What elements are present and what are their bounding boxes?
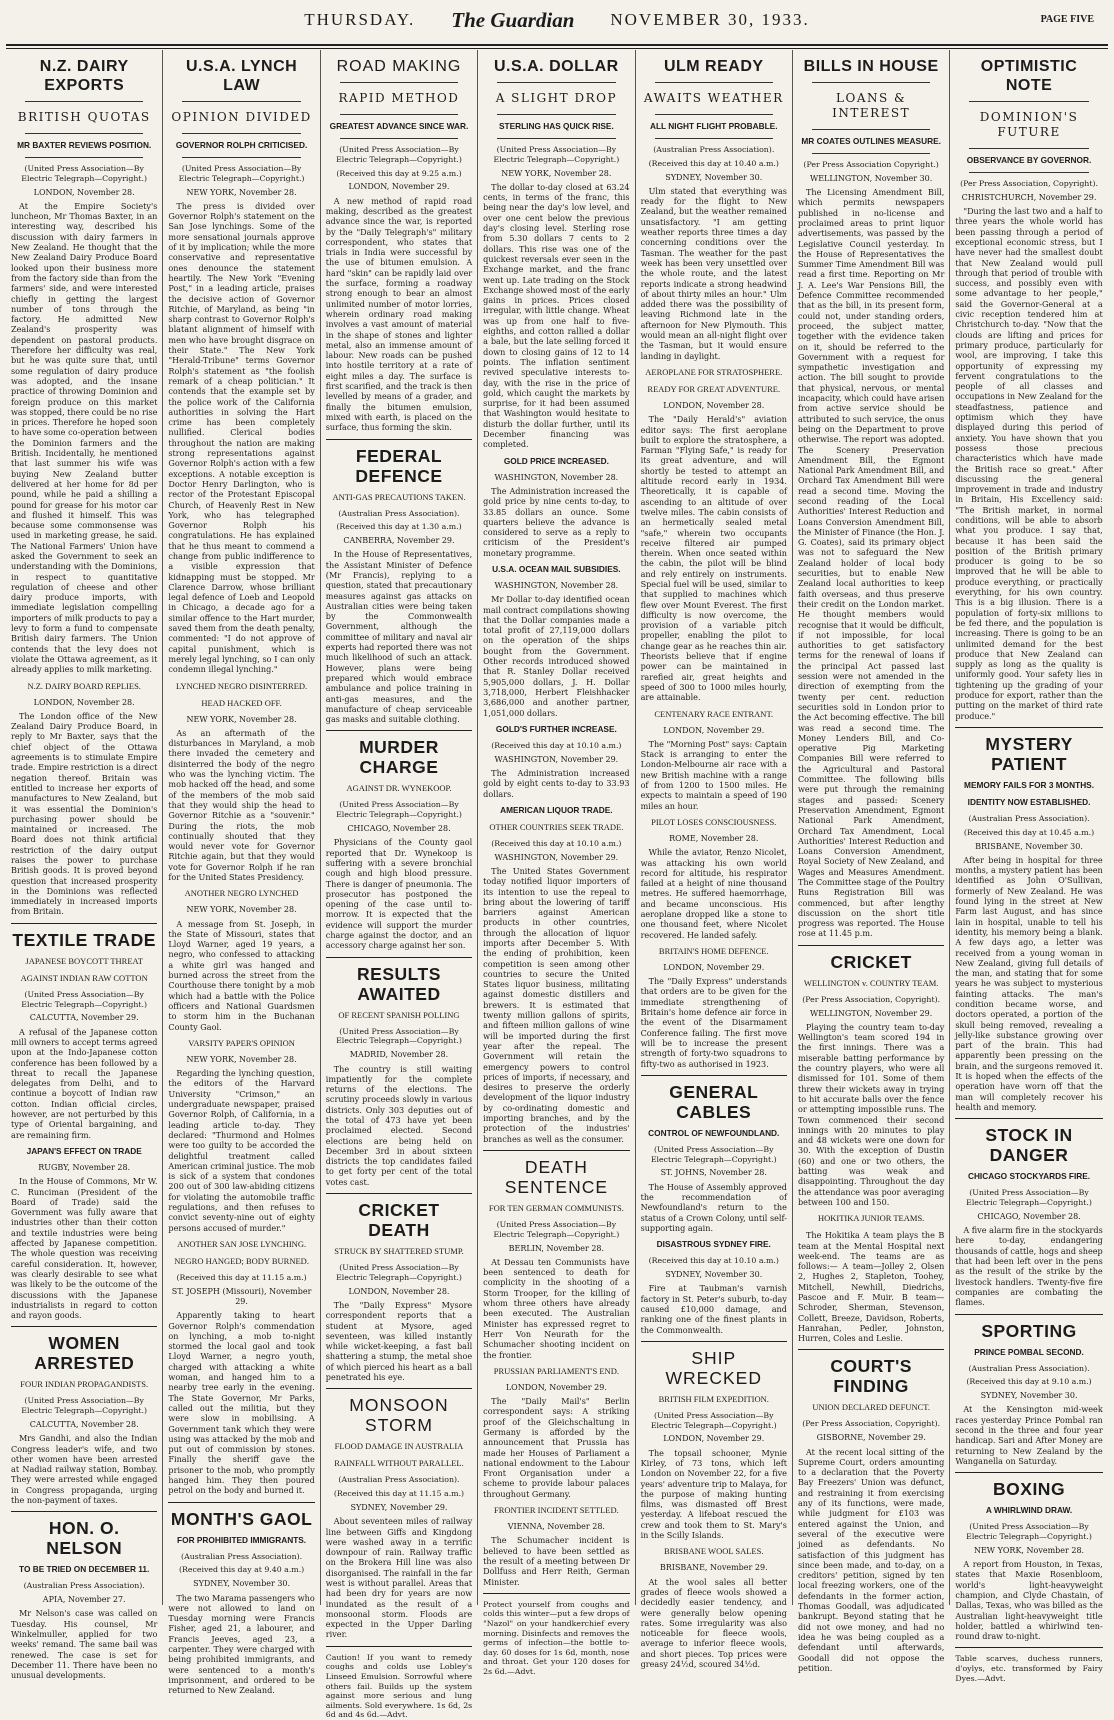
article-body: About seventeen miles of railway line between Giffs and Kingdong were washed away in a terrific downpour of rain. Railway traffic on the Brokera Hill line was also disorganised. The rainfall in the far west is without parallel. Areas that had been dry for years are now inundated as the result of a monsoonal storm. Floods are expected in the Upper Darling river. [325, 1516, 473, 1640]
column-6 [793, 50, 950, 1673]
dateline: VIENNA, November 28. [507, 1522, 605, 1532]
deck: TO BE TRIED ON DECEMBER 11. [19, 1564, 150, 1575]
deck: A WHIRLWIND DRAW. [985, 1505, 1073, 1516]
credit: (United Press Association—By Electric Telegraph—Copyright.) [21, 164, 148, 183]
dateline: NEW YORK, November 28. [501, 168, 612, 178]
credit: (United Press Association—By Electric Telegraph—Copyright.) [493, 1219, 620, 1239]
article-body: The "Daily Express" Mysore correspondent reports that a student at Mysore, aged seventeen, was killed instantly while wicket-keeping, a fast ball shattering a stump, the metal shoe of which pierced his heart as a ball penetrated his eye. [325, 1299, 473, 1383]
columns [6, 50, 1108, 1720]
headline: FEDERAL DEFENCE [355, 445, 443, 486]
column-5 [636, 50, 793, 1670]
headline: N.Z. DAIRY EXPORTS [39, 58, 129, 94]
article-body: The press is divided over Governor Rolph's statement on the San Jose lynchings. Some of the more sensational journals approve of it by implication; while the more conservative and representative ones denounce the statement heartily. The New York "Evening Post," in a leading article, praises the decisive action of Governor Ritchie, of Maryland, as being "in sharp contrast to Governor Rolph's blatant alignment of himself with men who have brought disgrace on their State." The New York "Herald-Tribune" terms Governor Rolph's statement as "the foolish remark of a cheap politician." It contends that the example set by the police work of the California authorities in solving the Hart crime has been completely nullified. Clerical bodies throughout the nation are making strong representations against Governor Rolph's action with a few exceptions. A notable exception is Doctor Henry Darlington, who is rector of the Protestant Episcopal Church, of Heavenly Rest in New York, who has telegraphed Governor Rolph his congratulations. He has explained that he thus meant to commend a change from public indifference to a visible expression that kidnapping must be stopped. Mr Clarence Darrow, whose brilliant legal defence of Loeb and Leopold in Chicago, a decade ago for a similar offence to the Hart murder, saved them from the death penalty, commented: "I do not approve of capital punishment, which is merely legal lynching, so I can only condemn illegal lynching." [168, 200, 315, 675]
deck: STRUCK BY SHATTERED STUMP. [334, 1246, 464, 1257]
headline: WOMEN ARRESTED [34, 1333, 135, 1374]
subhead: AMERICAN LIQUOR TRADE. [500, 804, 613, 815]
deck: BRITISH FILM EXPEDITION. [658, 1393, 769, 1404]
article-body: The "Morning Post" says: Captain Stack is arranging to enter the London-Melbourne air race with a new British machine with a range of from 1200 to 1500 miles. He expects to maintain a speed of 190 miles an hour. [640, 738, 787, 811]
article-body: The Licensing Amendment Bill, which permits newspapers published in no-license and proclaimed areas to print liquor advertisements, was passed by the Legislative Council yesterday. In the House of Representatives the Summer Time Amendment Bill was read a first time. Reporting on Mr J. A. Lee's War Pensions Bill, the Defence Committee recommended that as the bill, in its present form, could not, under standing orders, proceed, the subject matter, together with the evidence taken on it, should be referred to the Government with a request for sympathetic investigation and action. The bill sought to provide that physical, nervous, or mental incapacity, which could have arisen from active service should be attributed to such service, the onus being on the Department to prove otherwise. The report was adopted. The Scenery Preservation Amendment Bill, the Egmont National Park Amendment Bill, and Orchard Tax Amendment Bill were read a second time. Moving the second reading of the Local Authorities' Interest Reduction and Loans Conversion Amendment Bill, the Minister of Finance (the Hon. J. G. Coates), said its primary object was not to safeguard the New Zealand holder of local body securities, but to enable New Zealand local authorities to keep faith overseas, and thus preserve their credit on the London market. He thought members would recognise that it would be difficult, if not impossible, for local authorities to get satisfactory terms for the renewal of loans if the principal Act passed last session were not amended in the direction of exempting from the twenty per cent. reduction securities sold in London prior to the Act becoming effective. The bill was read a second time. The Money Lenders Bill, and Co-operative Pig Marketing Companies Bill were referred to the Agricultural and Pastoral Committee. The following bills were put through the remaining stages and passed: Scenery Preservation Amendment, Egmont National Park Amendment, Orchard Tax Amendment, Local Authorities' Interest Reduction and Loans Conversion Amendment, Royal Society of New Zealand, and Wages and Measures Amendment. The Committee stage of the Poultry Runs Registration Bill was commenced, but after lengthy discussion on the short title progress was reported. The House rose at 11.45 p.m. [797, 187, 945, 939]
advertisement: Table scarves, duchess runners, d'oylys, etc. transformed by Fairy Dyes.—Advt. [955, 1654, 1103, 1683]
subhead: OTHER COUNTRIES SEEK TRADE. [489, 821, 624, 832]
dateline: WASHINGTON, November 29. [494, 852, 619, 862]
subhead: NEGRO HANGED; BODY BURNED. [174, 1255, 309, 1266]
article-body: At the Empire Society's luncheon, Mr Thomas Baxter, in an interesting way, described his discussion with dairy farmers in New Zealand. He thought that the New Zealand Dairy Produce Board looked upon their business more from the factory side than from the farmers' side, and were interested chiefly in getting the largest number of tons through the factory. He admitted New Zealand's prosperity was dependent on pastoral products. Therefore her difficulty was real, but he was quite sure that, until some regulation of dairy produce was adopted, and the insane practice of throwing Dominion and foreign produce on this market was stopped, there could be no rise in prices. Therefore he hoped soon to have some co-operation between the Dominion farmers and the British. Incidentally, he mentioned that last summer his wife was buying New Zealand butter delivered at her home for 8d per pound, while he paid a shilling a pound for grease for his motor car and flushed it himself. This was because some commonsense was used in marketing grease, he said. The National Farmers' Union have asked the Government to seek an understanding with the Dominions, in respect to quantitative regulation of cheese and other dairy produce imports, with immediate legislation compelling importers of milk products to pay a levy to form a fund to compensate British dairy farmers. The Union contends that the levy does not violate the Ottawa agreement, as it already applies to milk marketing. [11, 200, 158, 675]
deck: UNION DECLARED DEFUNCT. [812, 1402, 930, 1413]
article-body: At the wool sales all better grades of fleece wools showed a decidedly easier tendency, and were generally below opening rates. Some irregularity was also noticeable for fleece wools, average to inferior fleece wools, and short pieces. Top prices were greasy 24½d, scoured 34½d. [640, 1576, 787, 1670]
subheadline: LOANS & INTEREST [832, 91, 911, 120]
dateline: WELLINGTON, November 29. [809, 1008, 933, 1018]
subhead: BRITAIN'S HOME DEFENCE. [658, 945, 769, 956]
dateline: LONDON, November 29. [348, 182, 450, 192]
credit: (Per Press Association Copyright.) [803, 160, 939, 169]
credit: (Australian Press Association). [338, 1475, 460, 1485]
article-body: Ulm stated that everything was ready for the flight to New Zealand, but the weather remained unsatisfactory. "I am getting weather reports three times a day concerning conditions over the Tasman. The weather for the past week has been very unsettled over the whole route, and the latest reports indicate a strong headwind of about thirty miles an hour." Ulm added there was the possibility of leaving Richmond late in the afternoon for New Plymouth. This would mean an all-night flight over the Tasman, but it would ensure landing in daylight. [640, 185, 787, 361]
article-body: The country is still waiting impatiently for the complete returns of the elections. The scrutiny proceeds slowly in various districts. Only 303 deputies out of the total of 473 have yet been proclaimed elected. Second elections are being held on December 3rd in about sixteen districts the top candidates failed to get forty per cent of the total votes cast. [325, 1063, 473, 1187]
subhead: GOLD'S FURTHER INCREASE. [495, 723, 617, 734]
subhead: PRUSSIAN PARLIAMENT'S END. [493, 1365, 619, 1376]
headline: U.S.A. DOLLAR [494, 58, 619, 75]
dateline: LONDON, November 29. [663, 725, 765, 735]
subhead: N.Z. DAIRY BOARD REPLIES. [27, 680, 141, 691]
article-body: Physicians of the County gaol reported that Dr. Wynekoop is suffering with a severe bronchial cough and high blood pressure. There is danger of pneumonia. The prosecutor has postponed the opening of the case until to-morrow. It is expected that the evidence will support the murder charge against the doctor, and an accessory charge against her son. [325, 837, 473, 951]
headline: RESULTS AWAITED [357, 963, 441, 1004]
credit: (Australian Press Association). [968, 1363, 1090, 1373]
credit: (United Press Association—By Electric Telegraph—Copyright.) [336, 800, 462, 820]
subheadline: OPINION DIVIDED [171, 110, 312, 124]
dateline: SYDNEY, November 30. [665, 172, 763, 182]
subheadline: AWAITS WEATHER [643, 91, 784, 105]
deck: PRINCE POMBAL SECOND. [974, 1346, 1084, 1357]
masthead-day: THURSDAY. [304, 10, 416, 29]
headline: HON. O. NELSON [46, 1518, 123, 1559]
dateline: SYDNEY, November 30. [193, 1579, 291, 1589]
credit: (Received this day at 10.40 a.m.) [648, 158, 779, 168]
article-body: The Administration increased gold by eight cents to-day to 33.93 dollars. [483, 767, 630, 799]
credit: (Received this day at 11.15 a.m.) [333, 1489, 465, 1499]
deck: FOR TEN GERMAN COMMUNISTS. [488, 1202, 624, 1213]
credit: (Australian Press Association). [653, 145, 775, 154]
credit: (Received this day at 9.40 a.m.) [178, 1565, 305, 1575]
credit: (Received this day at 1.30 a.m.) [336, 522, 462, 532]
credit: (United Press Association—By Electric Telegraph—Copyright.) [493, 145, 620, 164]
deck: MR COATES OUTLINES MEASURE. [801, 136, 941, 146]
credit: (Per Press Association, Copyright). [802, 1419, 941, 1429]
dateline: NEW YORK, November 28. [186, 714, 297, 724]
deck: FOUR INDIAN PROPAGANDISTS. [20, 1379, 149, 1390]
column-3 [321, 50, 478, 1720]
subhead: HEAD HACKED OFF. [201, 697, 282, 708]
credit: (United Press Association—By Electric Telegraph—Copyright.) [21, 989, 148, 1009]
subhead: READY FOR GREAT ADVENTURE. [647, 383, 781, 394]
credit: (Received this day at 10.45 a.m.) [963, 827, 1095, 837]
headline: MONSOON STORM [349, 1395, 449, 1436]
credit: (Received this day at 10.10 a.m.) [491, 838, 622, 848]
article-body: As an aftermath of the disturbances in Maryland, a mob there invaded the cemetery and disinterred the body of the negro who was the lynching victim. The mob hacked off the head, and some of the members of the mob said that they would ship the head to Governor Ritchie as a "souvenir." During the riots, the mob continually shouted that they would never vote for Governor Ritchie again, but that they would vote for Governor Rolph if he ran for the United States Presidency. [168, 727, 315, 882]
dateline: GISBORNE, November 29. [816, 1433, 926, 1443]
subhead: LYNCHED NEGRO DISINTERRED. [176, 680, 308, 691]
deck: MEMORY FAILS FOR 3 MONTHS. [964, 779, 1095, 790]
subhead: VARSITY PAPER'S OPINION [188, 1037, 295, 1048]
masthead-date: NOVEMBER 30, 1933. [610, 10, 810, 29]
subhead: FRONTIER INCIDENT SETTLED. [493, 1505, 619, 1516]
headline: OPTIMISTIC NOTE [980, 58, 1078, 94]
deck: FLOOD DAMAGE IN AUSTRALIA [334, 1441, 464, 1452]
headline: MYSTERY PATIENT [985, 733, 1073, 774]
deck: OF RECENT SPANISH POLLING [338, 1009, 460, 1020]
masthead-title: The Guardian [451, 7, 575, 32]
dateline: LONDON, November 28. [348, 1286, 450, 1296]
subhead: U.S.A. OCEAN MAIL SUBSIDIES. [492, 563, 621, 574]
article-body: After being in hospital for three months, a mystery patient has been identified as John O'Sullivan, formerly of New Zealand. He was found lying in the street at New Farm last August, and has since lain in hospital, unable to tell his identity, his memory being a blank. A few days ago, a letter was received from a young woman in New Zealand, giving full details of the man, and stating that for some years he was subject to mysterious fainting attacks. The man's condition became worse, and doctors operated, a portion of the skull being removed, revealing a jelly-like substance growing over part of the brain. This had apparently been pressing on the brain, and the surgeons removed it. It is hoped when the effects of the operation have worn off that the man will completely recover his health and memory. [955, 854, 1103, 1112]
article-body: The Administration increased the gold price by nine cents to-day, to 33.85 dollars an ounce. Some quarters believe the advance is considered to serve as a reply to criticism of the President's monetary programme. [483, 485, 630, 558]
subhead: AEROPLANE FOR STRATOSPHERE. [645, 366, 783, 377]
dateline: ST. JOHNS, November 28. [660, 1168, 767, 1178]
article-body: The Hokitika A team plays the B team at the Mental Hospital next week-end. The teams are as follows:— A team—Jolley 2, Olsen 2, Hughes 2, Stapleton, Toohey, Mitchell, Newhill, Diedrichs, Pascoe and F. Muir. B team—Schroder, Sherman, Stevenson, Collett, Breeze, Davidson, Roberts, Hanrahan, Pedler, Johnston, Hurren, Coles and Leslie. [797, 1230, 945, 1344]
credit: (United Press Association—By Electric Telegraph—Copyright.) [336, 1026, 462, 1046]
deck: ANTI-GAS PRECAUTIONS TAKEN. [332, 491, 466, 502]
headline: TEXTILE TRADE [12, 929, 156, 950]
deck: WELLINGTON v. COUNTRY TEAM. [803, 977, 939, 988]
subheadline: RAPID METHOD [338, 91, 460, 105]
deck: MR BAXTER REVIEWS POSITION. [17, 140, 152, 150]
credit: (Per Press Association, Copyright). [802, 994, 941, 1004]
credit: (Australian Press Association). [968, 813, 1090, 823]
deck: FOR PROHIBITED IMMIGRANTS. [177, 1534, 307, 1545]
article-body: A five alarm fire in the stockyards here to-day, endangering thousands of cattle, hogs and sheep that had been left over in the pens as the result of the strike by the livestock handlers. Twenty-five fire companies are combating the flames. [955, 1225, 1103, 1308]
dateline: WASHINGTON, November 29. [494, 754, 619, 764]
dateline: NEW YORK, November 28. [186, 187, 297, 197]
subhead: GOLD PRICE INCREASED. [503, 455, 609, 466]
article-body: The "Daily Herald's" aviation editor says: The first aeroplane built to explore the stratosphere, a Farman "Flying Safe," is ready for its great adventure, and will shortly be tested to attempt an altitude record early in 1934. Theoretically, it is capable of ascending to an altitude of over twelve miles. The cabin consists of an hermetically sealed metal "safe," wherein two occupants receive filtered air pumped therein. When once seated within the cabin, the pilot will be blind and rely entirely on instruments. Special fuel will be used, similar to that supplied to machines which flew over Mount Everest. The first difficulty is now overcome, the provision of a variable pitch propeller, enabling the pilot to change gear as he reaches thin air. Theorists believe that if engine power can be maintained in rarefied air, great heights and speed of 300 to 1000 miles hourly, are attainable. [640, 414, 787, 703]
credit: (United Press Association—By Electric Telegraph—Copyright.) [650, 1410, 777, 1430]
credit: (United Press Association—By Electric Telegraph—Copyright.) [21, 1396, 148, 1416]
column-4 [478, 50, 635, 1676]
dateline: LONDON, November 28. [33, 697, 135, 707]
article-body: The House of Assembly approved the recommendation of Newfoundland's return to the status of a Crown Colony, until self-supporting again. [640, 1181, 787, 1233]
subhead: JAPAN'S EFFECT ON TRADE [26, 1145, 142, 1156]
dateline: APIA, November 27. [42, 1595, 126, 1605]
dateline: SYDNEY, November 30. [665, 1270, 763, 1280]
dateline: WASHINGTON, November 28. [494, 472, 619, 482]
article-body: A message from St. Joseph, in the State of Missouri, states that Lloyd Warner, aged 19 years, a negro, who confessed to attacking a white girl was hanged and burned across the street from the Courthouse there tonight by a mob which had a battle with the Police officers and National Guardsmen to storm him in the Buchanan County Gaol. [168, 918, 315, 1032]
headline: U.S.A. LYNCH LAW [185, 58, 298, 94]
dateline: NEW YORK, November 28. [186, 1054, 297, 1064]
dateline: CHICAGO, November 28. [977, 1211, 1081, 1221]
article-body: Playing the country team to-day Wellington's team scored 194 in the first innings. There was a miserable batting performance by the country players, who were all dismissed for 101. Some of them threw their wickets away in trying to hit accurate balls over the fence or attempting impossible runs. The Town commenced their second innings with 20 minutes to play and 48 wickets were one down for 30. With the exception of Dustin (60) and one or two others, the batting was weak and disappointing. Throughout the day the attendance was poor averaging between 100 and 150. [797, 1021, 945, 1207]
dateline: CANBERRA, November 29. [343, 536, 455, 546]
column-2 [163, 50, 320, 1696]
headline: SHIP WRECKED [665, 1347, 762, 1388]
dateline: WASHINGTON, November 28. [494, 580, 619, 590]
masthead-rule [6, 44, 1108, 49]
subhead: CENTENARY RACE ENTRANT. [654, 708, 774, 719]
advertisement: Caution! If you want to remedy coughs and colds use Lobley's Linseed Emulsion. Sorrowful where others fail. Builds up the system against more serious and lung ailments. Sold everywhere. 1s 6d, 2s 6d and 4s 6d.—Advt. [325, 1652, 473, 1720]
article-body: While the aviator, Renzo Nicolet, was attacking his own world record for altitude, his respirator failed at a height of nine thousand metres. He suffered haemorrhage, and became unconscious. His aeroplane dropped like a stone to one thousand feet, where Nicolet recovered. He landed safely. [640, 847, 787, 940]
column-7 [950, 50, 1107, 1683]
credit: (Received this day at 9.25 a.m.) [336, 168, 462, 178]
dateline: CHICAGO, November 28. [347, 824, 451, 834]
dateline: SYDNEY, November 29. [350, 1502, 448, 1512]
dateline: CALCUTTA, November 29. [29, 1013, 139, 1023]
credit: (Per Press Association, Copyright). [960, 179, 1098, 188]
dateline: CHRISTCHURCH, November 29. [961, 192, 1097, 202]
page-number: PAGE FIVE [1040, 14, 1094, 25]
article-body: The United States Government today notified liquor importers of its intention to use the repeal to bring about the lowering of tariff barriers against American products in other countries, through the allocation of liquor imports after December 5. With the ending of prohibition, keen competition is seen among other countries to secure the United States liquor business, militating against domestic distillers and brewers. It is estimated that twenty million gallons of spirits, and fifteen million gallons of wine will be imported during the first year after the repeal. The Government will retain the emergency powers to control prices of imports, if necessary, and desires to preserve the orderly development of the liquor industry by co-ordinating domestic and importing branches, and by the protection of the industries' branches as well as the consumer. [483, 865, 630, 1144]
article-body: A report from Houston, in Texas, states that Maxie Rosenbloom, world's light-heavyweight champion, and Clyde Chastain, of Dallas, Texas, who was billed as the Australian light-heavyweight title holder, battled a whirlwind ten-round draw to-night. [955, 1559, 1103, 1642]
credit: (Received this day at 11.15 a.m.) [176, 1272, 307, 1282]
article-body: The "Daily Express" understands that orders are to be given for the immediate strengthening of Britain's home defence air force in the event of the Disarmament Conference failing. The first move will be to increase the present strength of forty-two squadrons to fifty-two as authorised in 1923. [640, 976, 787, 1069]
article-body: Apparently taking to heart Governor Rolph's commendation on lynching, a mob to-night stormed the local gaol and took Lloyd Warner, a negro youth, charged with attacking a white woman, and hanged him to a nearby tree early in the evening. The State Governor, Mr Parks, called out the militia, but they were slow in mobilising. A Government tank which they were using was attacked by the mob and put out of commission by stones. Finally the sheriff gave the prisoner to the mob, who promptly hanged him. They then poured petrol on the body and burned it. [168, 1310, 315, 1496]
dateline: NEW YORK, November 28. [186, 905, 297, 915]
headline: GENERAL CABLES [669, 1081, 759, 1122]
dateline: RUGBY, November 28. [38, 1162, 131, 1172]
article-body: In the House of Commons, Mr W. C. Runciman (President of the Board of Trade) said the Government was fully aware that industries other than their cotton and textile industries were being affected by Japanese competition. The whole question was receiving careful consideration. It, however, was clearly desirable to see what was likely to be the outcome of the discussions with the Japanese industrialists in regard to cotton and rayon goods. [11, 1176, 158, 1321]
deck: AGAINST DR. WYNEKOOP. [346, 783, 452, 794]
dateline: LONDON, November 28. [33, 187, 135, 197]
headline: COURT'S FINDING [830, 1356, 912, 1397]
deck: CHICAGO STOCKYARDS FIRE. [967, 1171, 1091, 1182]
article-body: The "Daily Mail's" Berlin correspondent says: A striking proof of the Gleichschaltung in Germany is afforded by the announcement that Prussia has made her Houses of Parliament a national endowment to the Labour Front Organisation under a scheme to provide labour palaces throughout Germany. [483, 1396, 630, 1499]
dateline: CALCUTTA, November 28. [29, 1419, 139, 1429]
headline: MONTH'S GAOL [170, 1508, 313, 1529]
headline: BILLS IN HOUSE [803, 58, 939, 75]
dateline: BRISBANE, November 29. [659, 1563, 768, 1573]
headline: BOXING [993, 1479, 1066, 1500]
subhead: ANOTHER SAN JOSE LYNCHING. [177, 1238, 307, 1249]
dateline: BRISBANE, November 30. [975, 841, 1083, 851]
article-body: The Schumacher incident is believed to have been settled as the result of a meeting between Dr Dollfuss and Herr Reith, German Minister. [483, 1535, 630, 1587]
article-body: The dollar to-day closed at 63.24 cents, in terms of the franc, this being near the day's low level, and over one cent below the previous day's closing level. Sterling rose from 5.30 dollars 7 cents to 2 dollars. This rise was one of the quickest reversals ever seen in the Exchange market, and the franc went up. Late trading on the Stock Exchange showed most of the early gains in prices. Prices closed irregular, with little change. Wheat was up from one half to five-eighths, and cotton rallied a dollar a bale, but the late selling forced it down to closing gains of 12 to 14 points. The inflation sentiment revived speculative interests to-day, with the rise in the price of gold, which caught the markets by surprise, for it had been assumed that Washington would hesitate to disturb the dollar further, until its December financing was completed. [483, 181, 630, 450]
credit: (United Press Association—By Electric Telegraph—Copyright.) [336, 145, 462, 164]
article-body: The two Marama passengers who were not allowed to land on Tuesday morning were Francis Fisher, aged 21, a labourer, and Francis Jeeves, aged 23, a carpenter. They were charged with being prohibited immigrants, and were sentenced to a month's imprisonment, and ordered to be returned to New Zealand. [168, 1592, 315, 1696]
dateline: BERLIN, November 28. [508, 1243, 605, 1253]
dateline: WELLINGTON, November 30. [809, 173, 933, 183]
credit: (Australian Press Association). [338, 508, 460, 518]
article-body: The London office of the New Zealand Dairy Produce Board, in reply to Mr Baxter, says that the chief object of the Ottawa agreements is to stimulate Empire trade. Empire restriction is a direct negation thereof. Britain was entitled to increase her exports of manufactures to New Zealand, but it was essential the Dominion's purchasing power should be maintained or increased. The Board does not think artificial restriction of the dairy output raises the power to purchase British goods. It is proved beyond question that increased prosperity in the Dominions was reflected immediately in increased imports from Britain. [11, 710, 158, 917]
article-body: Fire at Taubman's varnish factory in St. Peter's suburb, to-day caused £10,000 damage, and ranking one of the finest plants in the Commonwealth. [640, 1283, 787, 1335]
deck: CONTROL OF NEWFOUNDLAND. [648, 1127, 780, 1138]
deck: AGAINST INDIAN RAW COTTON [20, 972, 148, 983]
deck: RAINFALL WITHOUT PARALLEL. [334, 1458, 464, 1469]
deck: OBSERVANCE BY GOVERNOR. [966, 155, 1092, 165]
subheadline: A SLIGHT DROP [495, 91, 618, 105]
deck: ALL NIGHT FLIGHT PROBABLE. [649, 121, 778, 131]
subheadline: DOMINION'S FUTURE [979, 110, 1079, 139]
article-body: Mr Dollar to-day identified ocean mail contract compilations showing that the Dollar companies made a total profit of 27,119,000 dollars on the operation of the ships bought from the Government. Other records introduced showed that R. Stanley Dollar received 5,905,000 dollars, J. H. Dollar 3,718,000, Herbert Fleishhacker 3,686,000 and another partner, 1,051,000 dollars. [483, 594, 630, 718]
article-body: In the House of Representatives, the Assistant Minister of Defence (Mr Francis), replying to a question, stated that precautionary measures against gas attacks on Australian cities were being taken by the Commonwealth Government, although the committee of military and naval air experts had reported there was not much likelihood of such an attack. However, plans were being prepared which would embrace ambulance and police training in anti-gas measures, and the manufacture of cheap serviceable gas masks and suitable clothing. [325, 549, 473, 725]
article-body: At the Kensington mid-week races yesterday Prince Pombal ran second in the three and four year handicap. Sari and After Money are returning to New Zealand by the Wanganella on Saturday. [955, 1404, 1103, 1466]
deck: STERLING HAS QUICK RISE. [498, 121, 614, 131]
dateline: LONDON, November 29. [663, 962, 765, 972]
dateline: MADRID, November 28. [349, 1050, 449, 1060]
dateline: ST. JOSEPH (Missouri), November 29. [171, 1286, 312, 1306]
subhead: HOKITIKA JUNIOR TEAMS. [817, 1213, 925, 1224]
article-body: A refusal of the Japanese cotton mill owners to accept terms agreed upon at the Indo-Japanese cotton conference has been followed by a threat to recall the Japanese delegates from Delhi, and to continue a boycott of Indian raw cotton. Indian official circles, however, are not perturbed by this type of Oriental bargaining, and are remaining firm. [11, 1026, 158, 1140]
headline: DEATH SENTENCE [504, 1156, 609, 1197]
article-body: Mrs Gandhi, and also the Indian Congress leader's wife, and two other women have been arrested at Nadiad railway station, Bombay. They were arrested while engaged in Congress propaganda, urging the non-payment of taxes. [11, 1433, 158, 1506]
credit: (Received this day at 9.10 a.m.) [966, 1377, 1092, 1387]
headline: SPORTING [981, 1320, 1077, 1341]
subhead: ANOTHER NEGRO LYNCHED [184, 888, 299, 899]
headline: CRICKET [830, 951, 912, 972]
deck: JAPANESE BOYCOTT THREAT [25, 955, 143, 966]
article-body: A new method of rapid road making, described as the greatest advance since the war, is reported by the "Daily Telegraph's" military correspondent, who states that trials in India were successful by the use of bitumen emulsion. A hard "skin" can be rapidly laid over the surface, forming a roadway strong enough to bear an almost unlimited number of motor lorries, wherein ordinary road making involves a vast amount of material in the shape of stones and lighter metal, also an immense amount of labour. New roads can be pushed into hostile territory at a rate of eight miles a day. The surface is first scarified, and the track is then levelled by means of a grader, and finally the bitumen emulsion, mixed with earth, is placed on the surface, thus forming the skin. [325, 195, 473, 433]
deck: GREATEST ADVANCE SINCE WAR. [329, 121, 469, 131]
column-1 [6, 50, 163, 1681]
deck: GOVERNOR ROLPH CRITICISED. [175, 140, 308, 150]
deck: IDENTITY NOW ESTABLISHED. [967, 796, 1091, 807]
advertisement: Protect yourself from coughs and colds this winter—put a few drops of "Nazol" on your handkerchief every morning. Disinfects and removes the germs of infection—the bottle to-day. 60 doses for 1s 6d, month, nose and throat. Get your 120 doses for 2s 6d.—Advt. [483, 1599, 630, 1676]
headline: ROAD MAKING [336, 58, 462, 75]
headline: CRICKET DEATH [358, 1200, 440, 1241]
subhead: BRISBANE WOOL SALES. [664, 1546, 764, 1557]
credit: (United Press Association—By Electric Telegraph—Copyright.) [650, 1144, 777, 1164]
headline: ULM READY [663, 58, 764, 75]
article-body: Mr Nelson's case was called on Tuesday. His counsel, Mr Winkelmuller, applied for two weeks' remand. The same bail was renewed. The case is set for December 11. There have been no unusual developments. [11, 1608, 158, 1681]
credit: (Australian Press Association). [23, 1581, 145, 1591]
subhead: DISASTROUS SYDNEY FIRE. [656, 1239, 771, 1250]
dateline: LONDON, November 29. [505, 1382, 607, 1392]
article-body: At Dessau ten Communists have been sentenced to death for complicity in the shooting of a Storm Trooper, for the killing of whom three others have already been executed. The Australian Minister has expressed regret to Herr Von Neurath for the Schumacher shooting incident on the frontier. [483, 1256, 630, 1360]
headline: MURDER CHARGE [359, 737, 439, 778]
credit: (United Press Association—By Electric Telegraph—Copyright.) [966, 1188, 1092, 1208]
dateline: LONDON, November 29. [663, 1434, 765, 1444]
dateline: SYDNEY, November 30. [980, 1391, 1078, 1401]
credit: (United Press Association—By Electric Telegraph—Copyright.) [336, 1263, 462, 1282]
article-body: "During the last two and a half to three years the whole world has been passing through a period of exceptional economic stress, but I have never had the smallest doubt that New Zealand would pull through that period of trouble with success, and possibly even with some advantage to her people," said the Governor-General at a civic reception tendered him at Christchurch to-day. "Now that the clouds are lifting and prices for primary produce, particularly for wool, are improving, I take this opportunity of expressing my fervent congratulations to the people of all classes and occupations in New Zealand for the steadfastness, patience and optimism which they have displayed during this period of anxiety. You have shown that you possess those precious characteristics which have made the British race so great." After discussing the general improvement in trade and industry in Britain, His Excellency said: "The British market, in normal conditions, will be able to absorb what you produce. I say that, because it has been said the position of the British primary producer is going to be so improved that he will be able to produce everything, or practically everything, for his own country. This is a big illusion. There is a population of forty-six millions to be fed there, and the population is increasing. There is going to be an unlimited demand for the best produce that New Zealand can supply as long as the quality is uniformly good. Your safety lies in tightening up the grading of your produce for export, rather than the putting on the market of third rate produce." [955, 206, 1103, 721]
credit: (Received this day at 10.10 a.m.) [491, 740, 622, 750]
subheadline: BRITISH QUOTAS [17, 110, 151, 124]
article-body: At the recent local sitting of the Supreme Court, orders amounting to a declaration that the Poverty Bay Freezers' Union was defunct, and restraining it from exercising any of its functions, were made, while judgment for £103 was entered against the Union, and several of the executive were joined as defendants. No satisfaction of this judgment has since been made, and to-day, on a creditors' petition, signed by ten local freezing workers, one of the defendants in the former action, Thomas Goodall, was adjudicated bankrupt. Beyond stating that he did not owe money, and had no idea he was being coupled as a defendant until afterwards, Goodall did not oppose the petition. [797, 1446, 945, 1673]
masthead [0, 0, 1114, 40]
subhead: PILOT LOSES CONSCIOUSNESS. [651, 816, 777, 827]
credit: (Received this day at 10.10 a.m.) [648, 1256, 779, 1266]
dateline: ROME, November 28. [669, 833, 759, 843]
credit: (United Press Association—By Electric Telegraph—Copyright.) [966, 1522, 1092, 1541]
headline: STOCK IN DANGER [985, 1125, 1073, 1166]
dateline: LONDON, November 28. [663, 400, 765, 410]
article-body: The topsail schooner, Mynie Kirley, of 73 tons, which left London on November 22, for a five years' adventure trip to Malaya, for the purpose of making hunting films, was dismasted off Brest yesterday. A lifeboat rescued the crew and took them to St. Mary's in the Scilly Islands. [640, 1447, 787, 1541]
credit: (United Press Association—By Electric Telegraph—Copyright.) [178, 164, 305, 183]
article-body: Regarding the lynching question, the editors of the Harvard University "Crimson," an undergraduate newspaper, praised Governor Rolph, of California, in a leading article to-day. They declared: "Thurmond and Holmes were too guilty to be accorded the delightful treatment called American criminal justice. The mob is sick of a system that condones 200 out of 300 law-abiding citizens for violating the automobile traffic regulations, and then refuses to convict seventy-nine out of eighty persons accused of murder." [168, 1068, 315, 1233]
dateline: NEW YORK, November 28. [973, 1545, 1085, 1555]
credit: (Australian Press Association). [181, 1551, 303, 1561]
